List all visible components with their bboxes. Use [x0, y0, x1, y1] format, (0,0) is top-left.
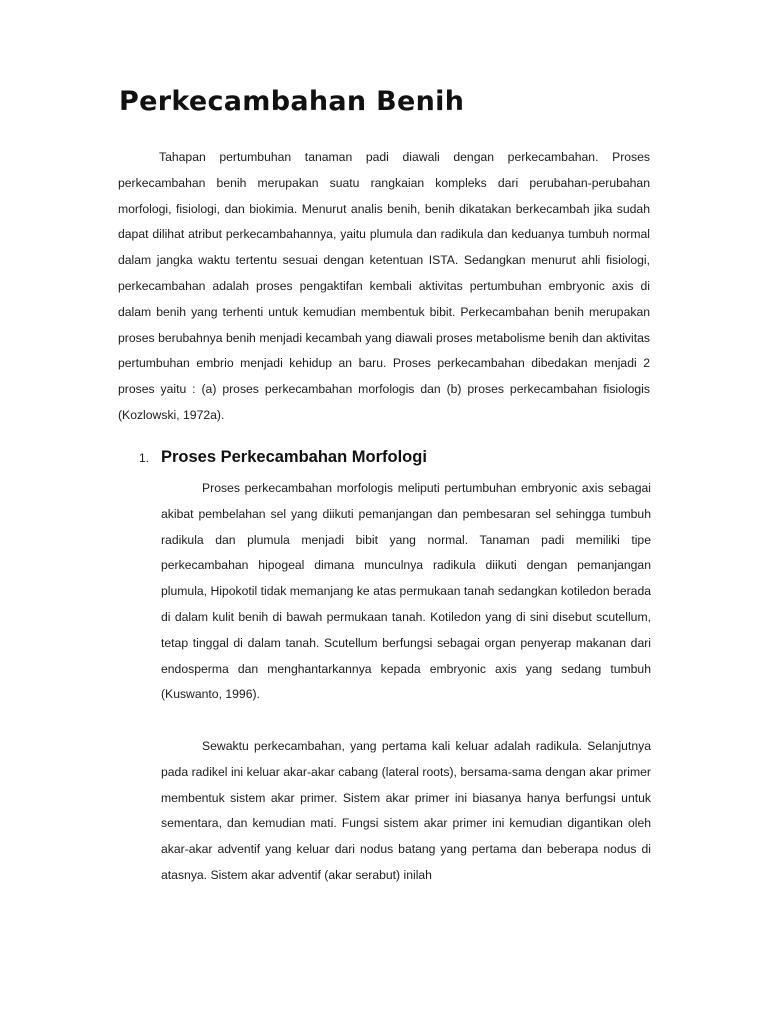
- section-paragraph-1: Proses perkecambahan morfologis meliputi pertumbuhan embryonic axis sebagai akibat pembelahan sel yang diikuti pemanjangan dan pembesaran sel sehingga tumbuh radikula dan plumula menjadi bibit yang normal. Tanaman padi memiliki tipe perkecambahan hipogeal dimana munculnya radikula diikuti dengan pemanjangan plumula, Hipokotil tidak memanjang ke atas permukaan tanah sedangkan kotiledon berada di dalam kulit benih di bawah permukaan tanah. Kotiledon yang di sini disebut scutellum, tetap tinggal di dalam tanah. Scutellum berfungsi sebagai organ penyerap makanan dari endosperma dan menghantarkannya kepada embryonic axis yang sedang tumbuh (Kuswanto, 1996).: [161, 481, 651, 702]
- intro-paragraph: Tahapan pertumbuhan tanaman padi diawali dengan perkecambahan. Proses perkecambahan benih merupakan suatu rangkaian kompleks dari perubahan-perubahan morfologi, fisiologi, dan biokimia. Menurut analis benih, benih dikatakan berkecambah jika sudah dapat dilihat atribut perkecambahannya, yaitu plumula dan radikula dan keduanya tumbuh normal dalam jangka waktu tertentu sesuai dengan ketentuan ISTA. Sedangkan menurut ahli fisiologi, perkecambahan adalah proses pengaktifan kembali aktivitas pertumbuhan embryonic axis di dalam benih yang terhenti untuk kemudian membentuk bibit. Perkecambahan benih merupakan proses berubahnya benih menjadi kecambah yang diawali proses metabolisme benih dan aktivitas pertumbuhan embrio menjadi kehidup an baru. Proses perkecambahan dibedakan menjadi 2 proses yaitu : (a) proses perkecambahan morfologis dan (b) proses perkecambahan fisiologis (Kozlowski, 1972a).: [118, 150, 650, 422]
- document-title: Perkecambahan Benih: [119, 86, 465, 117]
- section-paragraph-2: Sewaktu perkecambahan, yang pertama kali keluar adalah radikula. Selanjutnya pada radikel ini keluar akar-akar cabang (lateral roots), bersama-sama dengan akar primer membentuk sistem akar primer. Sistem akar primer ini biasanya hanya berfungsi untuk sementara, dan kemudian mati. Fungsi sistem akar primer ini kemudian digantikan oleh akar-akar adventif yang keluar dari nodus batang yang pertama dan beberapa nodus di atasnya. Sistem akar adventif (akar serabut) inilah: [161, 739, 651, 882]
- section-number: 1.: [139, 451, 150, 465]
- section-heading-morfologi: [139, 448, 427, 467]
- section-title: Proses Perkecambahan Morfologi: [161, 448, 427, 466]
